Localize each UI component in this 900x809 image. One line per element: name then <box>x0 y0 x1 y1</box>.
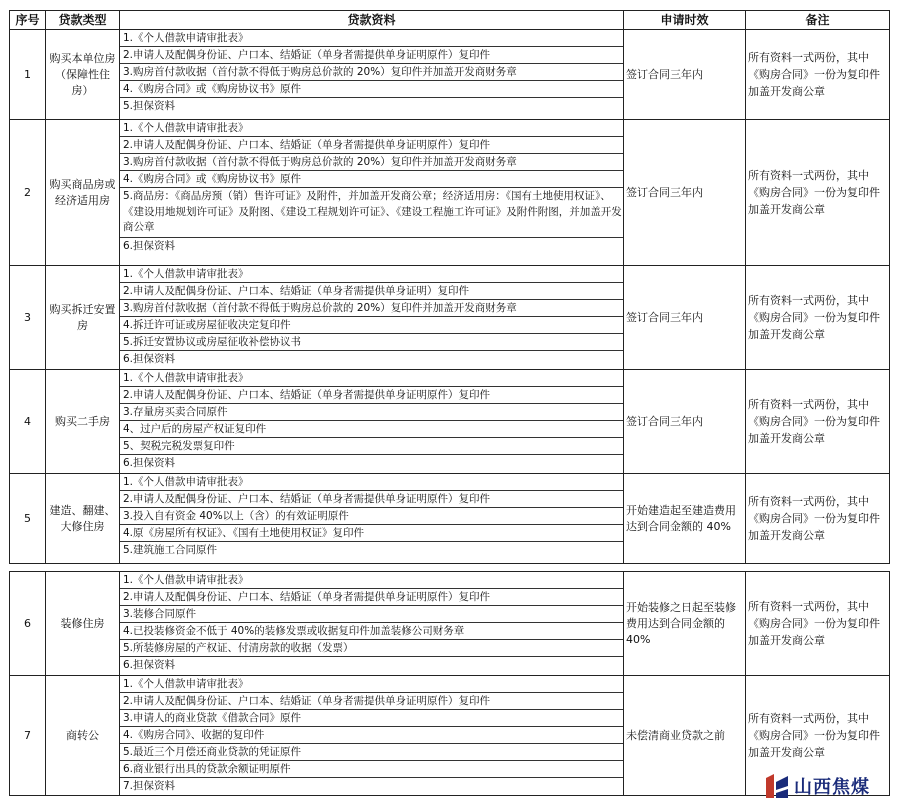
row-remarks: 所有资料一式两份，其中《购房合同》一份为复印件加盖开发商公章 <box>746 266 890 370</box>
loan-documents-table-continued <box>9 571 890 796</box>
document-item: 6.担保资料 <box>123 457 176 469</box>
document-item: 4.《购房合同》、收据的复印件 <box>120 727 623 744</box>
row-documents-list <box>120 30 624 120</box>
document-item: 2.申请人及配偶身份证、户口本、结婚证（单身者需提供单身证明原件）复印件 <box>120 137 623 154</box>
document-item: 5.最近三个月偿还商业贷款的凭证原件 <box>120 744 623 761</box>
row-application-period: 开始装修之日起至装修费用达到合同金额的 40% <box>624 572 746 676</box>
document-item: 3.存量房买卖合同原件 <box>120 404 623 421</box>
document-item: 2.申请人及配偶身份证、户口本、结婚证（单身者需提供单身证明原件）复印件 <box>120 387 623 404</box>
header-loan-type: 贷款类型 <box>46 11 120 30</box>
row-remarks: 所有资料一式两份，其中《购房合同》一份为复印件加盖开发商公章 <box>746 474 890 564</box>
document-item: 6.担保资料 <box>123 353 176 365</box>
document-item: 1.《个人借款申请审批表》 <box>120 370 623 387</box>
row-documents-list <box>120 676 624 796</box>
document-item: 1.《个人借款申请审批表》 <box>120 120 623 137</box>
table-header-row <box>10 11 890 30</box>
row-seq: 4 <box>10 370 46 474</box>
table-body <box>10 30 890 564</box>
document-item: 5.所装修房屋的产权证、付清房款的收据（发票） <box>120 640 623 657</box>
document-item: 6.商业银行出具的贷款余额证明原件 <box>120 761 623 778</box>
row-remarks: 所有资料一式两份，其中《购房合同》一份为复印件加盖开发商公章 <box>746 676 890 796</box>
shanxi-coking-coal-logo-icon <box>764 772 790 800</box>
document-item: 1.《个人借款申请审批表》 <box>120 266 623 283</box>
row-remarks: 所有资料一式两份，其中《购房合同》一份为复印件加盖开发商公章 <box>746 120 890 266</box>
document-item: 2.申请人及配偶身份证、户口本、结婚证（单身者需提供单身证明原件）复印件 <box>120 491 623 508</box>
logo-text: 山西焦煤 <box>794 777 870 798</box>
document-item: 2.申请人及配偶身份证、户口本、结婚证（单身者需提供单身证明原件）复印件 <box>120 47 623 64</box>
row-documents-list <box>120 370 624 474</box>
row-loan-type: 购买本单位房（保障性住房） <box>46 30 120 120</box>
row-seq: 3 <box>10 266 46 370</box>
table-row <box>10 474 890 564</box>
loan-documents-table <box>9 10 890 564</box>
row-seq: 6 <box>10 572 46 676</box>
document-item: 4.原《房屋所有权证》、《国有土地使用权证》复印件 <box>120 525 623 542</box>
row-seq: 5 <box>10 474 46 564</box>
row-loan-type: 建造、翻建、大修住房 <box>46 474 120 564</box>
row-remarks: 所有资料一式两份，其中《购房合同》一份为复印件加盖开发商公章 <box>746 370 890 474</box>
row-application-period: 签订合同三年内 <box>624 370 746 474</box>
document-item: 2.申请人及配偶身份证、户口本、结婚证（单身者需提供单身证明原件）复印件 <box>120 589 623 606</box>
row-seq: 2 <box>10 120 46 266</box>
document-item: 4.已投装修资金不低于 40%的装修发票或收据复印件加盖装修公司财务章 <box>120 623 623 640</box>
document-item: 1.《个人借款申请审批表》 <box>120 572 623 589</box>
row-remarks: 所有资料一式两份，其中《购房合同》一份为复印件加盖开发商公章 <box>746 572 890 676</box>
header-remarks: 备注 <box>746 11 890 30</box>
header-loan-documents: 贷款资料 <box>120 11 624 30</box>
document-item: 1.《个人借款申请审批表》 <box>120 474 623 491</box>
document-item: 6.担保资料 <box>123 239 176 252</box>
row-application-period: 未偿清商业贷款之前 <box>624 676 746 796</box>
row-documents-list <box>120 572 624 676</box>
header-seq: 序号 <box>10 11 46 30</box>
row-loan-type: 商转公 <box>46 676 120 796</box>
document-item: 5.商品房：《商品房预（销）售许可证》及附件，并加盖开发商公章；经济适用房：《国有土地使用权证》、《建设用地规划许可证》及附图、《建设工程规划许可证》、《建设工程施工许可证》及附件附图，并加盖开发商公章 <box>120 188 623 238</box>
document-item: 1.《个人借款申请审批表》 <box>120 676 623 693</box>
document-item: 7.担保资料 <box>123 780 176 792</box>
row-seq: 1 <box>10 30 46 120</box>
row-application-period: 签订合同三年内 <box>624 120 746 266</box>
row-application-period: 签订合同三年内 <box>624 266 746 370</box>
document-item: 5.建筑施工合同原件 <box>123 544 218 556</box>
row-remarks: 所有资料一式两份，其中《购房合同》一份为复印件加盖开发商公章 <box>746 30 890 120</box>
document-item: 6.担保资料 <box>123 659 176 671</box>
row-loan-type: 购买拆迁安置房 <box>46 266 120 370</box>
table-row <box>10 266 890 370</box>
company-logo <box>764 770 888 802</box>
document-item: 4.《购房合同》或《购房协议书》原件 <box>120 171 623 188</box>
document-item: 4.拆迁许可证或房屋征收决定复印件 <box>120 317 623 334</box>
document-item: 2.申请人及配偶身份证、户口本、结婚证（单身者需提供单身证明原件）复印件 <box>120 693 623 710</box>
document-item: 1.《个人借款申请审批表》 <box>120 30 623 47</box>
document-item: 4.《购房合同》或《购房协议书》原件 <box>120 81 623 98</box>
row-seq: 7 <box>10 676 46 796</box>
row-application-period: 签订合同三年内 <box>624 30 746 120</box>
document-item: 3.购房首付款收据（首付款不得低于购房总价款的 20%）复印件并加盖开发商财务章 <box>120 300 623 317</box>
row-loan-type: 购买二手房 <box>46 370 120 474</box>
row-application-period: 开始建造起至建造费用达到合同金额的 40% <box>624 474 746 564</box>
document-item: 4、过户后的房屋产权证复印件 <box>120 421 623 438</box>
table-row <box>10 676 890 796</box>
document-item: 3.申请人的商业贷款《借款合同》原件 <box>120 710 623 727</box>
table-row <box>10 370 890 474</box>
row-loan-type: 装修住房 <box>46 572 120 676</box>
row-loan-type: 购买商品房或经济适用房 <box>46 120 120 266</box>
row-documents-list <box>120 266 624 370</box>
table-row <box>10 120 890 266</box>
row-documents-list <box>120 474 624 564</box>
document-item: 5.拆迁安置协议或房屋征收补偿协议书 <box>120 334 623 351</box>
document-item: 3.购房首付款收据（首付款不得低于购房总价款的 20%）复印件并加盖开发商财务章 <box>120 64 623 81</box>
document-item: 3.投入自有资金 40%以上（含）的有效证明原件 <box>120 508 623 525</box>
header-application-period: 申请时效 <box>624 11 746 30</box>
document-item: 5、契税完税发票复印件 <box>120 438 623 455</box>
document-item: 2.申请人及配偶身份证、户口本、结婚证（单身者需提供单身证明）复印件 <box>120 283 623 300</box>
document-item: 3.购房首付款收据（首付款不得低于购房总价款的 20%）复印件并加盖开发商财务章 <box>120 154 623 171</box>
row-documents-list <box>120 120 624 266</box>
table-row <box>10 572 890 676</box>
table-body-continued <box>10 572 890 796</box>
document-item: 3.装修合同原件 <box>120 606 623 623</box>
document-item: 5.担保资料 <box>123 100 176 112</box>
table-row <box>10 30 890 120</box>
